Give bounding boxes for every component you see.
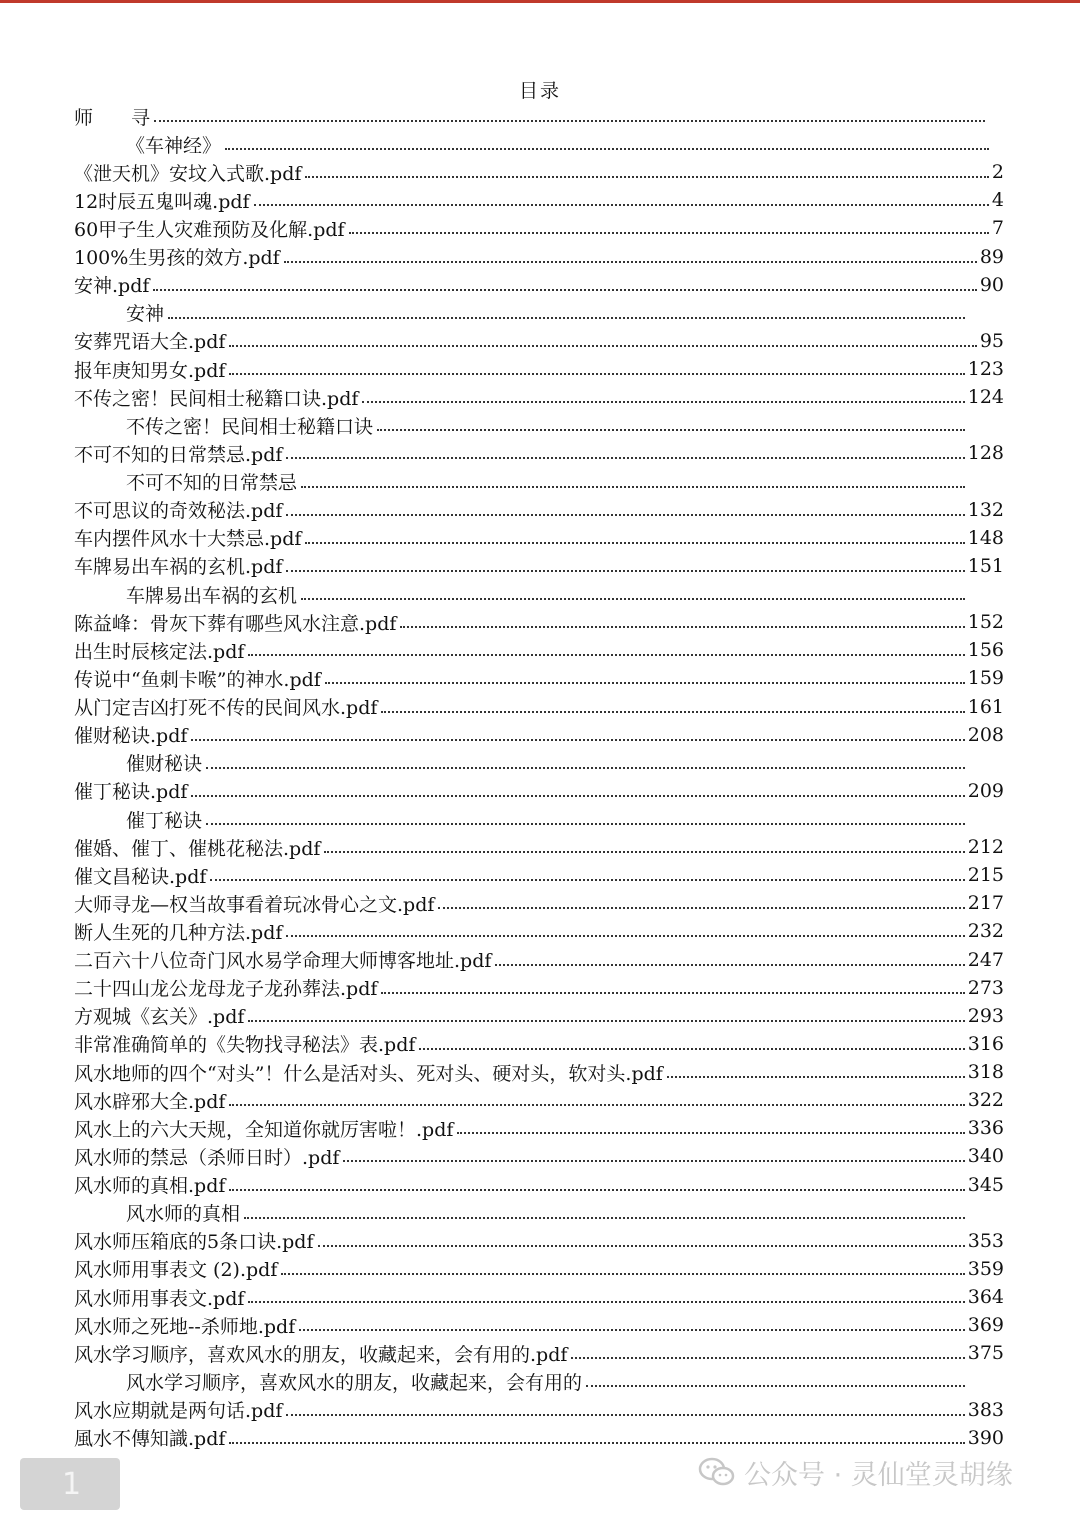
toc-entry[interactable] — [74, 271, 1004, 299]
dot-leader — [495, 964, 964, 966]
toc-entry[interactable] — [74, 1283, 1004, 1311]
toc-entry[interactable] — [74, 1002, 1004, 1030]
toc-entry-label: 大师寻龙—权当故事看着玩冰骨心之文.pdf — [74, 893, 435, 916]
toc-entry[interactable] — [74, 1058, 1004, 1086]
dot-leader — [248, 654, 964, 656]
toc-entry[interactable] — [74, 889, 1004, 917]
toc-page-number: 215 — [967, 864, 1004, 887]
toc-subheading — [126, 411, 968, 439]
toc-page-number: 148 — [967, 526, 1004, 549]
toc-entry[interactable] — [74, 243, 1004, 271]
toc-entry[interactable] — [74, 833, 1004, 861]
dot-leader — [299, 1329, 964, 1331]
toc-entry-label: 从门定吉凶打死不传的民间风水.pdf — [74, 697, 378, 720]
toc-entry-label: 车牌易出车祸的玄机.pdf — [74, 556, 283, 579]
toc-page-number: 340 — [967, 1145, 1004, 1168]
toc-entry-label: 车内摆件风水十大禁忌.pdf — [74, 528, 302, 551]
toc-entry[interactable] — [74, 158, 1004, 186]
toc-entry-label: 《泄天机》安坟入式歌.pdf — [74, 162, 302, 185]
toc-entry[interactable] — [74, 214, 1004, 242]
dot-leader — [286, 935, 964, 937]
toc-entry[interactable] — [74, 917, 1004, 945]
toc-page-number: 151 — [967, 554, 1004, 577]
dot-leader — [325, 682, 965, 684]
toc-page-number: 217 — [967, 892, 1004, 915]
toc-entry[interactable] — [74, 861, 1004, 889]
toc-entry-label: 二十四山龙公龙母龙子龙孙葬法.pdf — [74, 978, 378, 1001]
toc-entry[interactable] — [74, 1396, 1004, 1424]
dot-leader — [286, 570, 964, 572]
dot-leader — [343, 1160, 964, 1162]
top-accent-line — [0, 0, 1080, 3]
toc-entry[interactable] — [74, 1114, 1004, 1142]
toc-entry-label: 二百六十八位奇门风水易学命理大师博客地址.pdf — [74, 950, 492, 973]
dot-leader — [229, 1104, 964, 1106]
dot-leader — [381, 711, 964, 713]
toc-page-number: 353 — [967, 1229, 1004, 1252]
dot-leader — [229, 345, 976, 347]
toc-page-number: 7 — [991, 217, 1004, 240]
toc-page-number: 316 — [967, 1032, 1004, 1055]
toc-entry-label: 《车神经》 — [126, 134, 222, 157]
dot-leader — [377, 429, 965, 431]
toc-page-number: 359 — [967, 1257, 1004, 1280]
toc-entry-label: 风水师的真相 — [126, 1203, 241, 1226]
toc-entry[interactable] — [74, 1255, 1004, 1283]
dot-leader — [301, 486, 965, 488]
dot-leader — [210, 879, 964, 881]
toc-entry[interactable] — [74, 777, 1004, 805]
toc-entry[interactable] — [74, 1030, 1004, 1058]
toc-subheading — [126, 749, 968, 777]
toc-entry-label: 传说中“鱼刺卡喉”的神水.pdf — [74, 668, 321, 691]
toc-entry-label: 催文昌秘诀.pdf — [74, 865, 207, 888]
toc-entry[interactable] — [74, 186, 1004, 214]
dot-leader — [229, 1442, 964, 1444]
toc-entry[interactable] — [74, 1311, 1004, 1339]
toc-entry[interactable] — [74, 721, 1004, 749]
dot-leader — [168, 317, 965, 319]
toc-page-number: 161 — [967, 695, 1004, 718]
dot-leader — [248, 1020, 964, 1022]
dot-leader — [349, 232, 989, 234]
toc-entry[interactable] — [74, 552, 1004, 580]
toc-entry-label: 断人生死的几种方法.pdf — [74, 921, 283, 944]
toc-entry-label: 安神 — [126, 303, 165, 326]
toc-entry-label: 风水师用事表文 (2).pdf — [74, 1259, 278, 1282]
dot-leader — [301, 598, 965, 600]
toc-page-number: 156 — [967, 639, 1004, 662]
toc-title: 目录 — [518, 80, 561, 102]
toc-entry[interactable] — [74, 383, 1004, 411]
toc-page-number: 89 — [979, 245, 1004, 268]
toc-entry[interactable] — [74, 1086, 1004, 1114]
toc-entry[interactable] — [74, 524, 1004, 552]
toc-entry[interactable] — [74, 1227, 1004, 1255]
toc-page-number: 212 — [967, 836, 1004, 859]
toc-page-number: 375 — [967, 1342, 1004, 1365]
toc-page-number: 247 — [967, 948, 1004, 971]
toc-entry[interactable] — [74, 636, 1004, 664]
toc-entry-label: 催财秘诀.pdf — [74, 725, 188, 748]
dot-leader — [438, 907, 964, 909]
toc-entry-label: 風水不傳知識.pdf — [74, 1428, 226, 1451]
toc-page-number: 132 — [967, 498, 1004, 521]
toc-subheading — [126, 805, 968, 833]
toc-entry[interactable] — [74, 439, 1004, 467]
toc-page-number: 95 — [979, 329, 1004, 352]
dot-leader — [248, 1301, 964, 1303]
toc-entry-label: 不可不知的日常禁忌 — [126, 472, 298, 495]
toc-page-number: 2 — [991, 161, 1004, 184]
dot-leader — [305, 176, 989, 178]
toc-entry-label: 陈益峰：骨灰下葬有哪些风水注意.pdf — [74, 612, 397, 635]
toc-page-number: 152 — [967, 611, 1004, 634]
toc-entry[interactable] — [74, 102, 988, 130]
dot-leader — [318, 1245, 965, 1247]
toc-page-number: 159 — [967, 667, 1004, 690]
toc-entry-label: 催丁秘诀.pdf — [74, 781, 188, 804]
toc-entry-label: 催财秘诀 — [126, 753, 203, 776]
toc-entry-label: 风水应期就是两句话.pdf — [74, 1400, 283, 1423]
dot-leader — [586, 1385, 965, 1387]
toc-page-number: 208 — [967, 723, 1004, 746]
dot-leader — [254, 204, 989, 206]
toc-entry[interactable] — [74, 608, 1004, 636]
toc-subheading — [126, 130, 992, 158]
toc-entry[interactable] — [74, 355, 1004, 383]
toc-subheading — [126, 468, 968, 496]
toc-entry[interactable] — [74, 1171, 1004, 1199]
toc-entry[interactable] — [74, 946, 1004, 974]
dot-leader — [206, 823, 965, 825]
toc-entry-label: 风水师的禁忌（杀师日时）.pdf — [74, 1146, 340, 1169]
toc-entry-label: 100%生男孩的效方.pdf — [74, 247, 280, 270]
toc-entry[interactable] — [74, 327, 1004, 355]
toc-entry-label: 风水师压箱底的5条口诀.pdf — [74, 1231, 314, 1254]
dot-leader — [225, 148, 989, 150]
toc-entry-label: 安神.pdf — [74, 275, 150, 298]
toc-page-number: 124 — [967, 386, 1004, 409]
toc-entry-label: 60甲子生人灾难预防及化解.pdf — [74, 218, 345, 241]
toc-entry[interactable] — [74, 974, 1004, 1002]
toc-entry-label: 不传之密！民间相士秘籍口诀.pdf — [74, 387, 359, 410]
watermark — [698, 1452, 1013, 1492]
toc-entry[interactable] — [74, 496, 1004, 524]
toc-entry[interactable] — [74, 1424, 1004, 1452]
toc-page-number: 345 — [967, 1173, 1004, 1196]
watermark-text: 公众号 · 灵仙堂灵胡缘 — [744, 1459, 1013, 1491]
dot-leader — [286, 514, 964, 516]
dot-leader — [305, 542, 964, 544]
toc-page-number: 364 — [967, 1286, 1004, 1309]
toc-entry-label: 安葬咒语大全.pdf — [74, 331, 226, 354]
dot-leader — [281, 1273, 964, 1275]
dot-leader — [286, 1414, 964, 1416]
toc-page-number: 209 — [967, 779, 1004, 802]
toc-entry-label: 风水上的六大天规，全知道你就厉害啦！.pdf — [74, 1118, 454, 1141]
dot-leader — [244, 1217, 965, 1219]
dot-leader — [381, 992, 964, 994]
toc-entry-label: 风水辟邪大全.pdf — [74, 1090, 226, 1113]
page-number-badge[interactable] — [20, 1458, 120, 1510]
toc-page-number: 293 — [967, 1004, 1004, 1027]
toc-subheading — [126, 1199, 968, 1227]
toc-page-number: 336 — [967, 1117, 1004, 1140]
dot-leader — [229, 1189, 964, 1191]
toc-entry-label: 风水师之死地--杀师地.pdf — [74, 1315, 296, 1338]
dot-leader — [286, 457, 964, 459]
toc-page-number: 128 — [967, 442, 1004, 465]
dot-leader — [191, 795, 964, 797]
toc-page-number: 318 — [967, 1061, 1004, 1084]
toc-page-number: 322 — [967, 1089, 1004, 1112]
dot-leader — [206, 767, 965, 769]
dot-leader — [154, 120, 985, 122]
toc-entry-label: 催丁秘诀 — [126, 809, 203, 832]
toc-entry[interactable] — [74, 1142, 1004, 1170]
dot-leader — [324, 851, 964, 853]
dot-leader — [571, 1357, 964, 1359]
toc-page-number: 383 — [967, 1398, 1004, 1421]
toc-entry-label: 出生时辰核定法.pdf — [74, 640, 245, 663]
toc-entry[interactable] — [74, 664, 1004, 692]
toc-entry-label: 不可不知的日常禁忌.pdf — [74, 443, 283, 466]
toc-entry-label: 风水学习顺序，喜欢风水的朋友，收藏起来，会有用的.pdf — [74, 1343, 568, 1366]
toc-entry-label: 风水地师的四个“对头”！什么是活对头、死对头、硬对头，软对头.pdf — [74, 1062, 663, 1085]
toc-entry-label: 方观城《玄关》.pdf — [74, 1006, 245, 1029]
toc-page-number: 369 — [967, 1314, 1004, 1337]
toc-entry-label: 报年庚知男女.pdf — [74, 359, 226, 382]
toc-page-number: 90 — [979, 273, 1004, 296]
dot-leader — [400, 626, 964, 628]
toc-entry[interactable] — [74, 1339, 1004, 1367]
toc-subheading — [126, 1367, 968, 1395]
toc-entry-label: 不传之密！民间相士秘籍口诀 — [126, 415, 374, 438]
toc-page-number: 4 — [991, 189, 1004, 212]
toc-page-number: 123 — [967, 358, 1004, 381]
toc-entry-label: 风水师的真相.pdf — [74, 1175, 226, 1198]
toc-page-number: 390 — [967, 1426, 1004, 1449]
dot-leader — [419, 1048, 964, 1050]
page-number: 1 — [62, 1466, 82, 1502]
dot-leader — [457, 1132, 964, 1134]
toc-subheading — [126, 299, 968, 327]
toc-entry-label: 风水学习顺序，喜欢风水的朋友，收藏起来，会有用的 — [126, 1371, 583, 1394]
dot-leader — [191, 739, 964, 741]
dot-leader — [153, 289, 976, 291]
wechat-icon — [698, 1456, 736, 1488]
toc-entry[interactable] — [74, 693, 1004, 721]
toc-entry-label: 师 寻 — [74, 106, 151, 129]
dot-leader — [284, 261, 977, 263]
dot-leader — [229, 373, 964, 375]
toc-entry-label: 催婚、催丁、催桃花秘法.pdf — [74, 837, 321, 860]
toc-subheading — [126, 580, 968, 608]
toc-entry-label: 风水师用事表文.pdf — [74, 1287, 245, 1310]
toc-entry-label: 不可思议的奇效秘法.pdf — [74, 500, 283, 523]
dot-leader — [362, 401, 964, 403]
toc-entry-label: 12时辰五鬼叫魂.pdf — [74, 190, 250, 213]
toc-entry-label: 非常准确简单的《失物找寻秘法》表.pdf — [74, 1034, 416, 1057]
toc-page-number: 232 — [967, 920, 1004, 943]
dot-leader — [667, 1076, 965, 1078]
toc-entry-label: 车牌易出车祸的玄机 — [126, 584, 298, 607]
toc-page-number: 273 — [967, 976, 1004, 999]
